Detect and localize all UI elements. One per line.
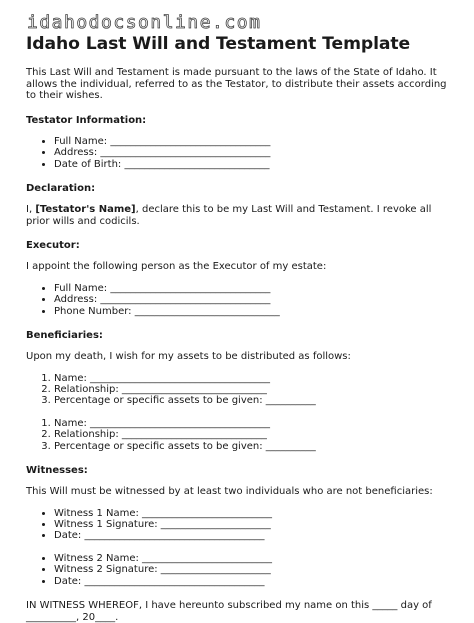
executor-full-name-field: • Full Name: ________________________________ xyxy=(54,283,452,294)
witness-2-name-field: • Witness 2 Name: __________________________ xyxy=(54,553,452,564)
executor-paragraph: I appoint the following person as the Executor of my estate: xyxy=(26,261,327,273)
intro-paragraph: This Last Will and Testament is made pursuant to the laws of the State of Idaho. It allows the individual, referred to as the Testator, to distribute their assets according to their wishes. xyxy=(26,67,447,102)
executor-field-list xyxy=(26,283,452,317)
closing-paragraph: IN WITNESS WHEREOF, I have hereunto subscribed my name on this _____ day of __________, 20____. xyxy=(26,600,432,623)
declaration-paragraph xyxy=(26,204,452,227)
beneficiary-1-relationship-field: 2. Relationship: _____________________________ xyxy=(54,384,452,395)
beneficiary-2-list xyxy=(26,418,452,452)
witnesses-heading: Witnesses: xyxy=(26,465,88,477)
testator-field-list xyxy=(26,136,452,170)
beneficiary-2-name-field: 1. Name: ____________________________________ xyxy=(54,418,452,429)
witness-1-date-field: • Date: ____________________________________ xyxy=(54,530,452,541)
testator-address-field: • Address: __________________________________ xyxy=(54,147,452,158)
beneficiaries-heading: Beneficiaries: xyxy=(26,330,103,341)
beneficiary-1-share-field: 3. Percentage or specific assets to be given: __________ xyxy=(54,395,452,406)
beneficiary-1-name-field: 1. Name: ____________________________________ xyxy=(54,373,452,384)
declaration-heading: Declaration: xyxy=(26,183,96,194)
beneficiaries-paragraph: Upon my death, I wish for my assets to be distributed as follows: xyxy=(26,351,351,362)
document-title: Idaho Last Will and Testament Template xyxy=(26,34,411,54)
witness-2-signature-field: • Witness 2 Signature: ______________________ xyxy=(54,564,452,575)
executor-heading: Executor: xyxy=(26,240,80,252)
testator-dob-field: • Date of Birth: _____________________________ xyxy=(54,159,452,170)
site-watermark: idahodocsonline.com xyxy=(27,12,262,33)
testator-full-name-field: • Full Name: ________________________________ xyxy=(54,136,452,147)
witness-2-list xyxy=(26,553,452,587)
witnesses-paragraph: This Will must be witnessed by at least two individuals who are not beneficiaries: xyxy=(26,486,433,498)
witness-1-signature-field: • Witness 1 Signature: ______________________ xyxy=(54,519,452,530)
witness-2-date-field: • Date: ____________________________________ xyxy=(54,576,452,587)
testator-name-placeholder: [Testator's Name] xyxy=(35,204,136,215)
declaration-suffix: , declare this to be my Last Will and Testament. I revoke all prior wills and codicils. xyxy=(26,204,432,227)
beneficiary-1-list xyxy=(26,373,452,407)
declaration-prefix: I, xyxy=(26,204,36,215)
beneficiary-2-relationship-field: 2. Relationship: _____________________________ xyxy=(54,429,452,440)
executor-phone-field: • Phone Number: _____________________________ xyxy=(54,306,452,317)
executor-address-field: • Address: __________________________________ xyxy=(54,294,452,305)
testator-heading: Testator Information: xyxy=(26,114,147,126)
witness-1-list xyxy=(26,508,452,542)
beneficiary-2-share-field: 3. Percentage or specific assets to be given: __________ xyxy=(54,441,452,452)
witness-1-name-field: • Witness 1 Name: __________________________ xyxy=(54,508,452,519)
